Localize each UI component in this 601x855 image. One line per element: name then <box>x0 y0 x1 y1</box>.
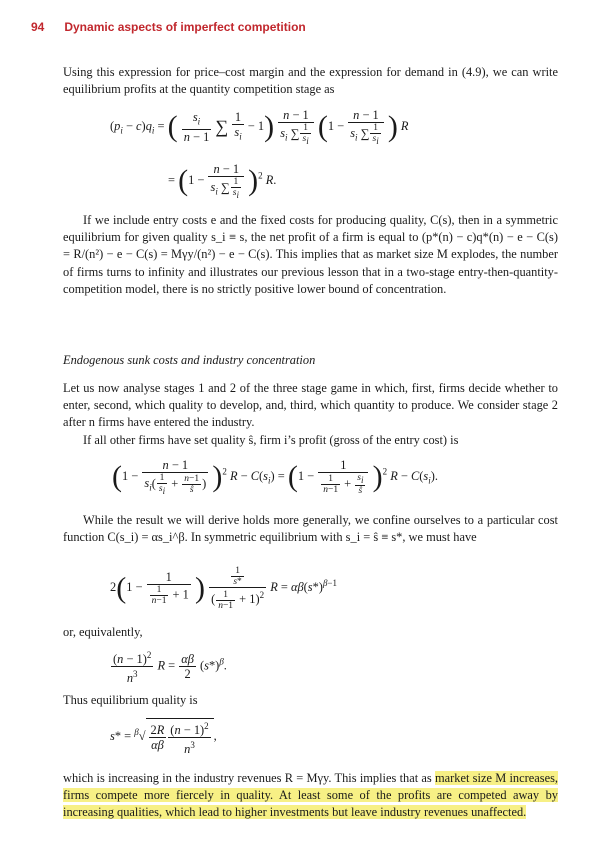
paragraph-4: If all other firms have set quality ŝ, firm i’s profit (gross of the entry cost) is <box>83 433 459 447</box>
running-header <box>31 20 306 34</box>
paragraph-7: Thus equilibrium quality is <box>63 693 198 707</box>
section-heading: Endogenous sunk costs and industry concentration <box>63 353 316 367</box>
highlighted-text: market size M increases, firms compete more fiercely in quality. At least some of the profits are competed away by increasing qualities, which lead to higher investments but leave industry revenues unaffected. <box>63 771 558 820</box>
equation-foc: 2(1 − 1 $\frac{1}{n-1}$ + 1 ) $\frac{1}{s*}$ ( $\frac{1}{n-1}$ + 1)$^2$ $R = \alpha\beta(s*)^{\beta-1}$ <box>110 566 337 611</box>
paragraph-1: Using this expression for price–cost margin and the expression for demand in (4.9), we can write equilibrium profits at the quantity competition stage as <box>63 65 558 97</box>
chapter-title: Dynamic aspects of imperfect competition <box>64 20 306 34</box>
equation-equivalent: $\frac{(n - 1)^2}{n^3}$ R = $\frac{\alpha\beta}{2}$ $(s*)^\beta$. <box>113 650 227 686</box>
paragraph-8: which is increasing in the industry revenues R = Mγy. This implies that as market size M increases, firms compete more fiercely in quality. At least some of the profits are competed away by increasing qualities, which lead to higher investments but leave industry revenues unaffected. <box>63 771 558 820</box>
page-number: 94 <box>31 20 45 34</box>
paragraph-5: While the result we will derive holds more generally, we confine ourselves to a particular cost function C(s_i) = αs_i^β. In symmetric equilibrium with s_i = ŝ ≡ s*, we must have <box>63 513 558 545</box>
equation-profit: $(p_i - c)q_i$ = ( $\frac{s_i}{n - 1}$ ∑ $\frac{1}{s_i}$ − 1) n − 1 $s_i$ ∑ $\frac{1}{si}$ (1 − n − 1 $s_i$ ∑ $\frac{1}{si}$ ) R <box>110 108 409 146</box>
equation-firm-profit: (1 − n − 1 $s_i$( $\frac{1}{si}$ + $\frac{n-1}{ŝ}$ ) )$^2$ $R - C(s_i) = (1$ − 1 $\frac{1}{n-1}$ + $\frac{si}{ŝ}$ )$^2$ $R - C(s_i)$. <box>112 458 438 496</box>
paragraph-2: If we include entry costs e and the fixed costs for producing quality, C(s), then in a symmetric equilibrium for given quality s_i ≡ s, the net profit of a firm is equal to (p*(n) − c)q*(n) − e − C(s) = R/(n²) − e − C(s) = Mγy/(n²) − e − C(s). This implies that as market size M explodes, the number of firms turns to infinity and illustrates our previous lesson that in a two-stage entry-then-quantity-competition model, there is no strictly positive lower bound of concentration. <box>63 213 558 296</box>
equation-quality: s* = $^\beta$√ $\frac{2R}{\alpha\beta}$ $\frac{(n - 1)^2}{n^3}$ , <box>110 718 217 756</box>
paragraph-3: Let us now analyse stages 1 and 2 of the three stage game in which, first, firms decide whether to enter, second, which quality to develop, and, third, which quantity to produce. We consider stage 2 after n firms have entered the industry. <box>63 381 558 430</box>
paragraph-6: or, equivalently, <box>63 625 143 639</box>
equation-profit-simplified: = (1 − n − 1 $s_i$ ∑ $\frac{1}{si}$ )$^2$ R. <box>168 162 277 200</box>
